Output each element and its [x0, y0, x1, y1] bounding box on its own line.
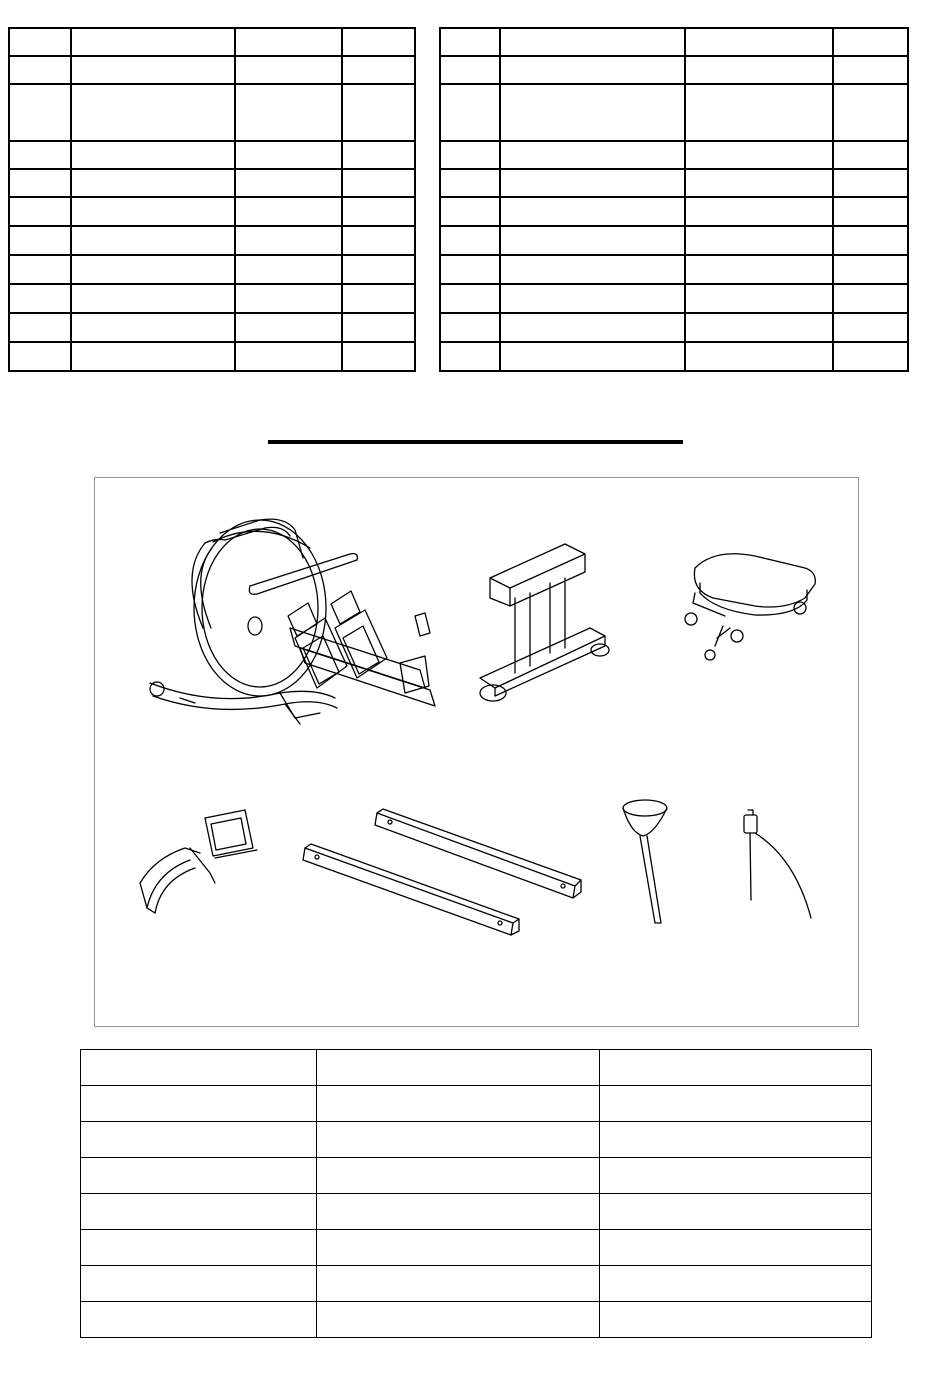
table-row — [9, 56, 908, 84]
table-cell — [71, 56, 235, 84]
table-cell — [9, 141, 71, 169]
table-cell — [685, 226, 833, 255]
table-cell — [342, 56, 415, 84]
table-cell — [71, 141, 235, 169]
table-cell — [500, 313, 685, 342]
table-cell — [500, 342, 685, 371]
table-cell — [235, 56, 342, 84]
table-cell — [342, 28, 415, 56]
table-row — [81, 1122, 872, 1158]
table-cell — [685, 141, 833, 169]
table-cell — [685, 84, 833, 141]
table-cell — [833, 56, 908, 84]
table-cell — [71, 342, 235, 371]
table-cell — [81, 1086, 317, 1122]
rail-beams-icon — [303, 809, 581, 935]
funnel-icon — [623, 800, 667, 923]
table-gap-cell — [415, 197, 440, 226]
table-row — [9, 284, 908, 313]
table-cell — [342, 284, 415, 313]
table-cell — [342, 197, 415, 226]
table-gap-cell — [415, 284, 440, 313]
table-row — [9, 313, 908, 342]
table-row — [9, 169, 908, 197]
monitor-bracket-icon — [140, 810, 257, 913]
table-cell — [600, 1230, 872, 1266]
table-cell — [235, 342, 342, 371]
table-cell — [500, 169, 685, 197]
table-cell — [600, 1122, 872, 1158]
table-cell — [9, 56, 71, 84]
table-cell — [235, 141, 342, 169]
table-cell — [317, 1158, 600, 1194]
table-cell — [685, 284, 833, 313]
table-cell — [71, 284, 235, 313]
table-cell — [342, 313, 415, 342]
table-cell — [317, 1050, 600, 1086]
table-row — [81, 1266, 872, 1302]
table-cell — [71, 313, 235, 342]
table-cell — [685, 197, 833, 226]
table-cell — [833, 342, 908, 371]
table-row — [9, 342, 908, 371]
table-row — [9, 197, 908, 226]
table-cell — [500, 255, 685, 284]
table-cell — [440, 197, 500, 226]
front-stabilizer-icon — [480, 544, 609, 701]
table-cell — [235, 313, 342, 342]
table-cell — [9, 84, 71, 141]
table-row — [9, 255, 908, 284]
table-cell — [81, 1050, 317, 1086]
table-cell — [317, 1266, 600, 1302]
table-cell — [342, 169, 415, 197]
table-cell — [440, 141, 500, 169]
table-cell — [71, 28, 235, 56]
table-cell — [500, 141, 685, 169]
table-gap-cell — [415, 226, 440, 255]
table-cell — [833, 226, 908, 255]
table-gap-cell — [415, 141, 440, 169]
table-gap-cell — [415, 169, 440, 197]
table-row — [9, 141, 908, 169]
table-cell — [833, 255, 908, 284]
table-cell — [71, 226, 235, 255]
table-cell — [342, 226, 415, 255]
table-row — [81, 1302, 872, 1338]
hardware-table — [80, 1049, 872, 1338]
table-cell — [9, 28, 71, 56]
table-cell — [317, 1194, 600, 1230]
table-cell — [500, 284, 685, 313]
table-cell — [317, 1086, 600, 1122]
table-cell — [685, 169, 833, 197]
table-row — [81, 1050, 872, 1086]
table-cell — [600, 1194, 872, 1230]
rower-main-frame-icon — [150, 519, 435, 724]
table-cell — [235, 169, 342, 197]
section-title-underline — [268, 440, 683, 444]
table-cell — [235, 197, 342, 226]
table-cell — [440, 169, 500, 197]
table-cell — [9, 226, 71, 255]
table-cell — [500, 28, 685, 56]
table-row — [81, 1086, 872, 1122]
table-gap-cell — [415, 342, 440, 371]
table-row — [9, 84, 908, 141]
parts-table — [8, 27, 909, 372]
table-gap-cell — [415, 56, 440, 84]
table-cell — [833, 284, 908, 313]
table-cell — [500, 197, 685, 226]
table-cell — [9, 313, 71, 342]
table-cell — [9, 255, 71, 284]
table-cell — [440, 226, 500, 255]
table-cell — [342, 84, 415, 141]
table-cell — [317, 1302, 600, 1338]
table-cell — [9, 284, 71, 313]
table-cell — [440, 56, 500, 84]
table-cell — [235, 226, 342, 255]
table-cell — [440, 28, 500, 56]
table-cell — [71, 169, 235, 197]
table-row — [9, 226, 908, 255]
table-cell — [833, 197, 908, 226]
table-cell — [317, 1230, 600, 1266]
table-cell — [500, 56, 685, 84]
table-cell — [600, 1266, 872, 1302]
seat-carriage-icon — [685, 554, 815, 660]
table-cell — [71, 197, 235, 226]
table-cell — [81, 1266, 317, 1302]
table-cell — [440, 342, 500, 371]
table-cell — [440, 84, 500, 141]
table-cell — [81, 1230, 317, 1266]
table-cell — [685, 313, 833, 342]
table-cell — [317, 1122, 600, 1158]
table-cell — [9, 169, 71, 197]
table-cell — [833, 28, 908, 56]
table-cell — [500, 226, 685, 255]
parts-illustration-frame — [94, 477, 859, 1027]
table-cell — [685, 255, 833, 284]
table-cell — [9, 197, 71, 226]
table-cell — [81, 1302, 317, 1338]
table-gap-cell — [415, 255, 440, 284]
table-cell — [833, 313, 908, 342]
table-cell — [600, 1086, 872, 1122]
table-cell — [71, 255, 235, 284]
table-cell — [81, 1194, 317, 1230]
table-cell — [833, 169, 908, 197]
table-cell — [500, 84, 685, 141]
table-cell — [600, 1050, 872, 1086]
table-cell — [833, 141, 908, 169]
table-cell — [685, 56, 833, 84]
table-cell — [342, 255, 415, 284]
table-cell — [600, 1302, 872, 1338]
table-cell — [342, 342, 415, 371]
table-cell — [71, 84, 235, 141]
pump-hose-icon — [744, 810, 811, 918]
table-row — [81, 1158, 872, 1194]
table-cell — [440, 313, 500, 342]
table-cell — [342, 141, 415, 169]
table-gap-cell — [415, 28, 440, 56]
table-cell — [600, 1158, 872, 1194]
table-row — [9, 28, 908, 56]
table-cell — [440, 284, 500, 313]
table-cell — [235, 284, 342, 313]
table-gap-cell — [415, 84, 440, 141]
table-gap-cell — [415, 313, 440, 342]
table-cell — [9, 342, 71, 371]
table-cell — [81, 1122, 317, 1158]
table-cell — [685, 342, 833, 371]
table-cell — [833, 84, 908, 141]
table-cell — [235, 28, 342, 56]
table-row — [81, 1194, 872, 1230]
table-cell — [685, 28, 833, 56]
table-cell — [440, 255, 500, 284]
table-cell — [235, 84, 342, 141]
table-cell — [81, 1158, 317, 1194]
table-row — [81, 1230, 872, 1266]
table-cell — [235, 255, 342, 284]
